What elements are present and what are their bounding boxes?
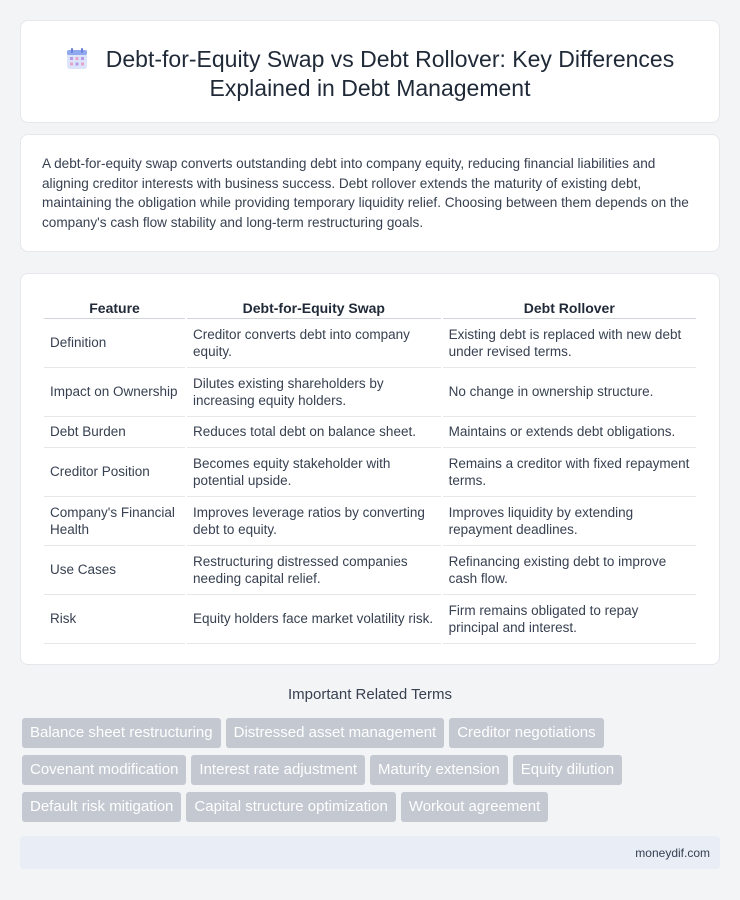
cell-swap: Becomes equity stakeholder with potential upside. — [187, 448, 441, 497]
cell-feature: Risk — [44, 595, 185, 644]
cell-rollover: Improves liquidity by extending repayment deadlines. — [443, 497, 696, 546]
table-row — [44, 417, 696, 448]
cell-swap: Creditor converts debt into company equity. — [187, 319, 441, 368]
related-term-tag[interactable]: Equity dilution — [513, 755, 622, 785]
cell-feature: Company's Financial Health — [44, 497, 185, 546]
cell-feature: Impact on Ownership — [44, 368, 185, 417]
table-row — [44, 497, 696, 546]
cell-feature: Definition — [44, 319, 185, 368]
related-term-tag[interactable]: Covenant modification — [22, 755, 186, 785]
cell-swap: Dilutes existing shareholders by increasing equity holders. — [187, 368, 441, 417]
cell-rollover: Maintains or extends debt obligations. — [443, 417, 696, 448]
related-term-tag[interactable]: Default risk mitigation — [22, 792, 181, 822]
related-term-tag[interactable]: Balance sheet restructuring — [22, 718, 221, 748]
related-terms-list — [22, 718, 722, 829]
related-term-tag[interactable]: Interest rate adjustment — [191, 755, 365, 785]
cell-rollover: Existing debt is replaced with new debt under revised terms. — [443, 319, 696, 368]
tag-row — [22, 755, 722, 792]
page-title-text: Debt-for-Equity Swap vs Debt Rollover: Key Differences Explained in Debt Management — [105, 46, 675, 101]
cell-rollover: Refinancing existing debt to improve cash flow. — [443, 546, 696, 595]
cell-rollover: No change in ownership structure. — [443, 368, 696, 417]
related-term-tag[interactable]: Workout agreement — [401, 792, 548, 822]
intro-card — [20, 134, 720, 252]
table-row — [44, 319, 696, 368]
intro-paragraph: A debt-for-equity swap converts outstanding debt into company equity, reducing financial liabilities and aligning creditor interests with business success. Debt rollover extends the maturity of existing debt, maintaining the obligation while providing temporary liquidity relief. Choosing between them depends on the company's cash flow stability and long-term restructuring goals. — [42, 156, 689, 230]
table-header-row — [44, 296, 696, 319]
table-row — [44, 368, 696, 417]
cell-feature: Use Cases — [44, 546, 185, 595]
footer — [20, 836, 720, 869]
header-debt-rollover: Debt Rollover — [443, 296, 696, 319]
related-term-tag[interactable]: Capital structure optimization — [186, 792, 395, 822]
cell-rollover: Firm remains obligated to repay principal and interest. — [443, 595, 696, 644]
tag-row — [22, 792, 722, 829]
header-feature: Feature — [44, 296, 185, 319]
cell-feature: Debt Burden — [44, 417, 185, 448]
cell-swap: Restructuring distressed companies needing capital relief. — [187, 546, 441, 595]
related-term-tag[interactable]: Creditor negotiations — [449, 718, 603, 748]
table-row — [44, 546, 696, 595]
related-terms-heading: Important Related Terms — [288, 686, 452, 703]
title-card — [20, 20, 720, 123]
page-title — [21, 45, 719, 103]
cell-rollover: Remains a creditor with fixed repayment terms. — [443, 448, 696, 497]
comparison-table — [42, 296, 698, 644]
calendar-grid-icon — [66, 48, 88, 70]
cell-swap: Equity holders face market volatility risk. — [187, 595, 441, 644]
footer-site-link[interactable]: moneydif.com — [635, 846, 710, 860]
table-row — [44, 448, 696, 497]
header-debt-for-equity-swap: Debt-for-Equity Swap — [187, 296, 441, 319]
cell-swap: Reduces total debt on balance sheet. — [187, 417, 441, 448]
comparison-card — [20, 273, 720, 665]
related-term-tag[interactable]: Distressed asset management — [226, 718, 445, 748]
tag-row — [22, 718, 722, 755]
table-row — [44, 595, 696, 644]
cell-feature: Creditor Position — [44, 448, 185, 497]
cell-swap: Improves leverage ratios by converting debt to equity. — [187, 497, 441, 546]
related-term-tag[interactable]: Maturity extension — [370, 755, 508, 785]
